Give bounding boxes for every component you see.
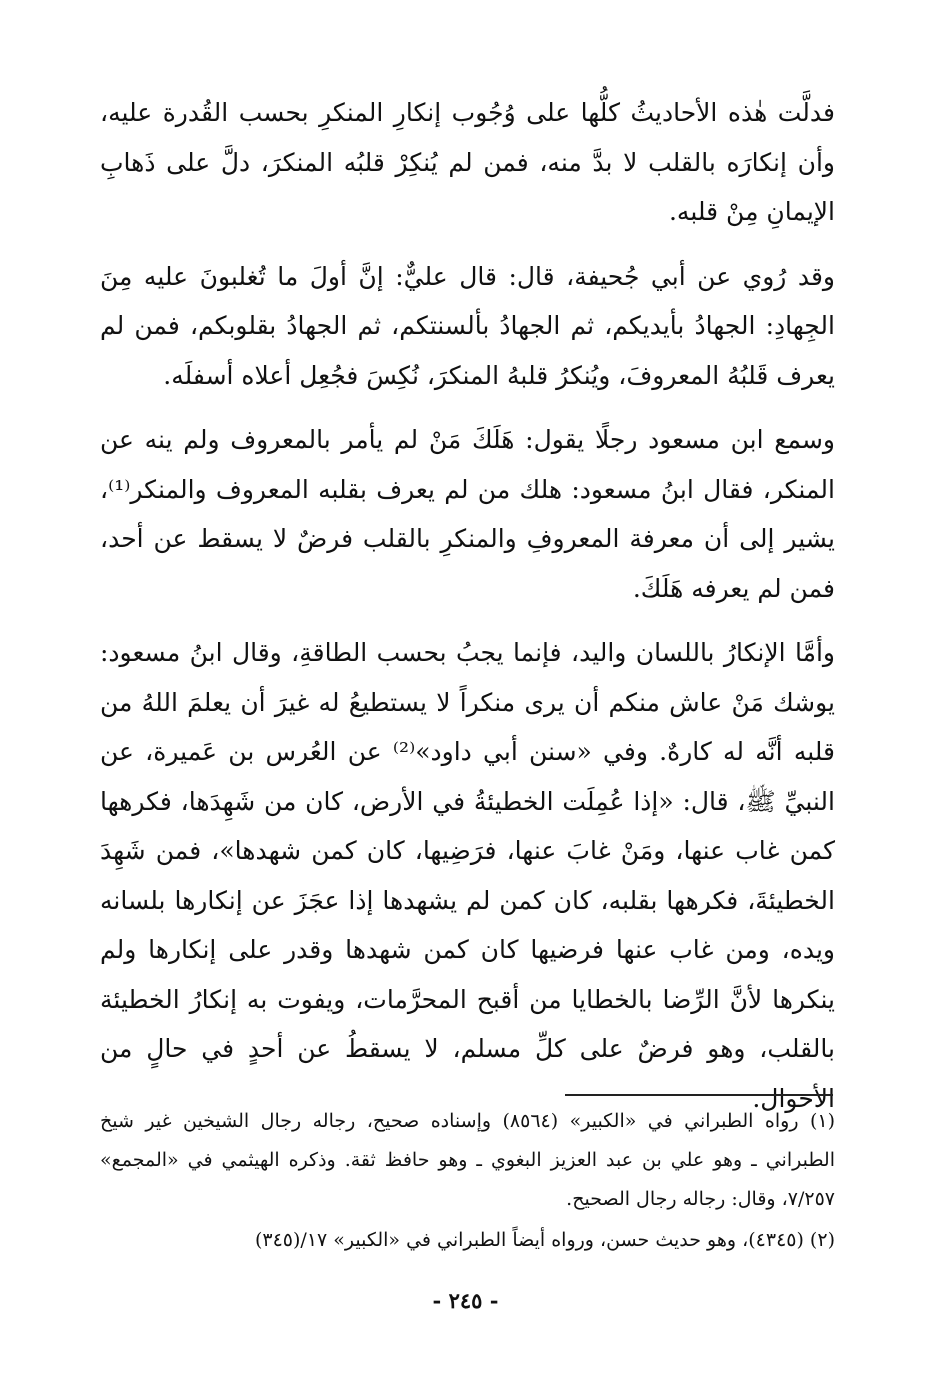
main-text (100, 88, 835, 1123)
footnotes (100, 1102, 835, 1262)
paragraph-2: وقد رُوي عن أبي جُحيفة، قال: قال عليٌّ: إنَّ أولَ ما تُغلبونَ عليه مِنَ الجِهادِ: الجهادُ بأيديكم، ثم الجهادُ بألسنتكم، ثم الجهادُ بقلوبكم، فمن لم يعرف قَلبُهُ المعروفَ، ويُنكرُ قلبهُ المنكرَ، نُكِسَ فجُعِل أعلاه أسفلَه. (100, 261, 835, 390)
page-number: - ٢٤٥ - (432, 1288, 499, 1313)
footnote-1: (١) رواه الطبراني في «الكبير» (٨٥٦٤) وإسناده صحيح، رجاله رجال الشيخين غير شيخ الطبراني ـ وهو علي بن عبد العزيز البغوي ـ وهو حافظ ثقة. وذكره الهيثمي في «المجمع» ٧/٢٥٧، وقال: رجاله رجال الصحيح. (100, 1110, 835, 1210)
paragraph-4: وأمَّا الإنكارُ باللسان واليد، فإنما يجبُ بحسب الطاقةِ، وقال ابنُ مسعود: يوشك مَنْ عاش منكم أن يرى منكراً لا يستطيعُ له غيرَ أن يعلمَ اللهُ من قلبه أنَّه له كارهٌ. وفي «سنن أبي داود»⁽²⁾ عن العُرس بن عَميرة، عن النبيِّ ﷺ، قال: «إذا عُمِلَت الخطيئةُ في الأرض، كان من شَهِدَها، فكرهها كمن غاب عنها، ومَنْ غابَ عنها، فرَضِيها، كان كمن شهدها»، فمن شَهِدَ الخطيئةَ، فكرهها بقلبه، كان كمن لم يشهدها إذا عجَزَ عن إنكارها بلسانه ويده، ومن غاب عنها فرضيها كان كمن شهدها وقدر على إنكارها ولم ينكرها لأنَّ الرِّضا بالخطايا من أقبح المحرَّمات، ويفوت به إنكارُ الخطيئة بالقلب، وهو فرضٌ على كلِّ مسلم، لا يسقطُ عن أحدٍ في حالٍ من الأحوال. (100, 638, 836, 1113)
footnote-2: (٢) (٤٣٤٥)، وهو حديث حسن، ورواه أيضاً الطبراني في «الكبير» ١٧/(٣٤٥) (254, 1229, 835, 1251)
paragraph-1: فدلَّت هٰذه الأحاديثُ كلُّها على وُجُوب إنكارِ المنكرِ بحسب القُدرة عليه، وأن إنكارَه بالقلب لا بدَّ منه، فمن لم يُنكِرْ قلبُه المنكرَ، دلَّ على ذَهابِ الإيمانِ مِنْ قلبه. (100, 98, 835, 226)
footnote-divider (565, 1094, 833, 1096)
paragraph-3: وسمع ابن مسعود رجلًا يقول: هَلَكَ مَنْ لم يأمر بالمعروف ولم ينه عن المنكر، فقال ابنُ مسعود: هلك من لم يعرف بقلبه المعروف والمنكر⁽¹⁾، يشير إلى أن معرفة المعروفِ والمنكرِ بالقلب فرضٌ لا يسقط عن أحد، فمن لم يعرفه هَلَكَ. (100, 425, 835, 603)
